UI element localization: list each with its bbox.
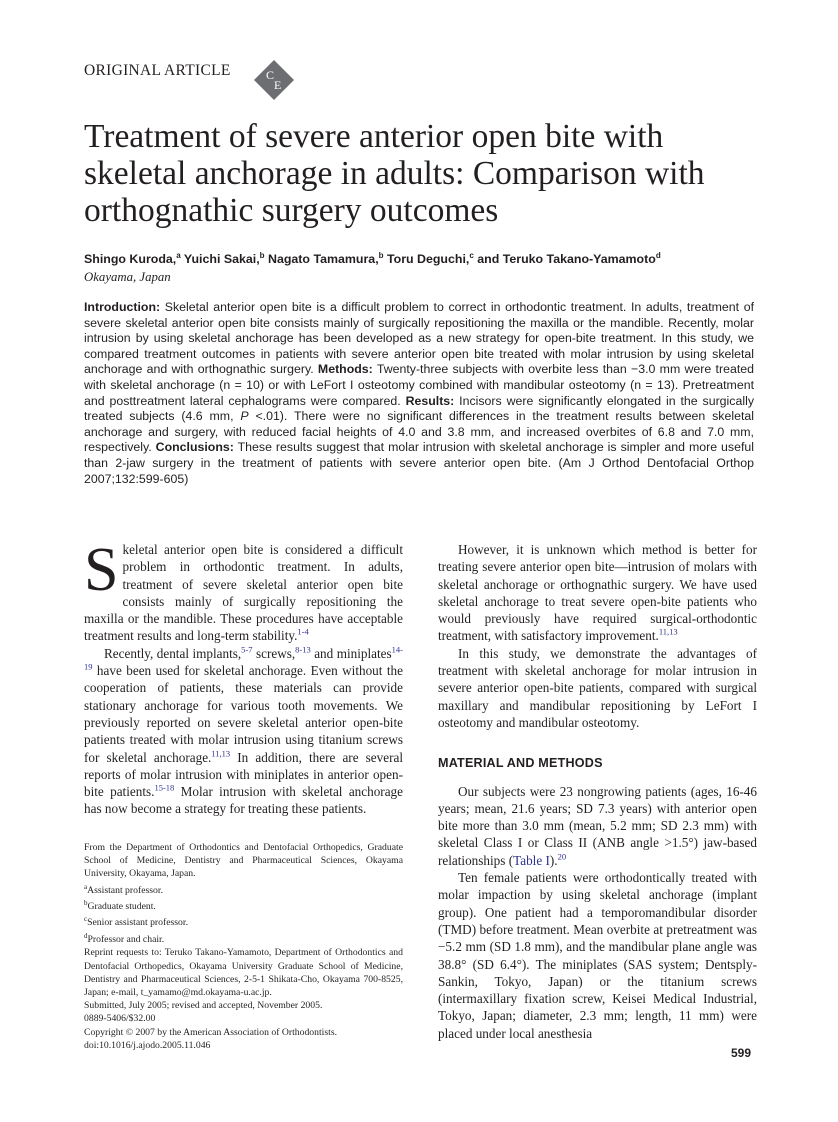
citation-link[interactable]: 1-4 bbox=[297, 627, 309, 638]
abstract-conclusions-label: Conclusions: bbox=[151, 440, 234, 455]
abstract-conclusions-text: These results suggest that molar intrusion with skeletal anchorage is simpler and more useful than 2-jaw surgery in the treatment of patients with severe anterior open bite. (Am J Orthod Dentofacial Orthop 2007;132:599-605) bbox=[84, 440, 754, 486]
section-heading: MATERIAL AND METHODS bbox=[438, 756, 603, 771]
author-name: and Teruko Takano-Yamamoto bbox=[473, 252, 656, 267]
citation-link[interactable]: 14-19 bbox=[84, 644, 403, 672]
author-name: Toru Deguchi, bbox=[383, 252, 470, 267]
body-column-left bbox=[84, 536, 404, 818]
affiliation-footnote bbox=[84, 841, 403, 1052]
article-type-label: ORIGINAL ARTICLE bbox=[84, 62, 231, 79]
author-affiliation-mark: a bbox=[176, 251, 181, 260]
intro-paragraph: Skeletal anterior open bite is considered a difficult problem in orthodontic treatment. In adults, treatment of severe skeletal anterior open bite consists mainly of surgically repositioning the maxilla or the mandible. These procedures have acceptable treatment results and long-term stability.$^{1-4}$ bbox=[84, 536, 403, 644]
affiliation-b: $^b$Graduate student. bbox=[84, 899, 156, 913]
submission-dates: Submitted, July 2005; revised and accepted, November 2005. bbox=[84, 1000, 323, 1012]
issn: 0889-5406/$32.00 bbox=[84, 1013, 156, 1025]
logo-letter-e: E bbox=[274, 78, 282, 92]
author-name: Shingo Kuroda, bbox=[84, 252, 177, 267]
affiliation-from: From the Department of Orthodontics and Dentofacial Orthopedics, Graduate School of Medicine, Dentistry and Pharmaceutical Sciences, Okayama University, Okayama, Japan. bbox=[84, 842, 403, 880]
abstract-results-label: Results: bbox=[400, 393, 455, 408]
citation-link[interactable]: 11,13 bbox=[658, 627, 678, 638]
author-name: Yuichi Sakai, bbox=[180, 252, 260, 267]
body-column-right bbox=[438, 541, 757, 1042]
logo-letter-c: C bbox=[266, 68, 275, 82]
citation-link[interactable]: 8-13 bbox=[295, 644, 311, 655]
doi: doi:10.1016/j.ajodo.2005.11.046 bbox=[84, 1039, 211, 1051]
abstract-intro-label: Introduction: bbox=[84, 300, 161, 314]
body-paragraph: Ten female patients were orthodontically treated with molar impaction by using skeletal anchorage (implant group). One patient had a temporomandibular disorder (TMD) before treatment. Mean overbite at pretreatment was −5.2 mm (SD 1.8 mm), and the mandibular plane angle was 38.8° (SD 6.4°). The miniplates (SAS system; Dentsply-Sankin, Tokyo, Japan) or the titanium screws (intermaxillary fixation screw, Keisei Medical Industrial, Tokyo, Japan; diameter, 2.3 mm; length, 11 mm) were placed under local anesthesia bbox=[438, 870, 757, 1041]
body-paragraph: Our subjects were 23 nongrowing patients (ages, 16-46 years; mean, 21.6 years; SD 7.3 years) with anterior open bite more than 3.0 mm (mean, 5.2 mm; SD 2.3 mm) with skeletal Class I or Class II (ANB angle >1.5°) jaw-based relationships (Table I).$^{20}$ bbox=[438, 783, 757, 868]
affiliation-d: $^d$Professor and chair. bbox=[84, 931, 165, 946]
author-list bbox=[84, 251, 764, 266]
abstract-results-text-2: <.01). There were no significant differences in the treatment results between skeletal anchorage and surgery, with reduced facial heights of 4.0 and 3.8 mm, and increased overbites of 6.8 and 7.0 mm, respectively. bbox=[84, 409, 754, 455]
abstract-intro-text: Skeletal anterior open bite is a difficult problem to correct in orthodontic treatment. In adults, treatment of severe skeletal anterior open bite consists mainly of surgically repositioning the maxilla or the mandible. Recently, molar intrusion by using skeletal anchorage has been developed as a new strategy for open-bite treatment. In this study, we compared treatment outcomes in patients with severe anterior open bite treated with molar intrusion by using skeletal anchorage and with orthognathic surgery. bbox=[84, 300, 754, 377]
author-affiliation-mark: c bbox=[469, 251, 474, 260]
citation-link[interactable]: 5-7 bbox=[241, 644, 253, 655]
body-paragraph: Recently, dental implants,$^{5-7}$ screws,$^{8-13}$ and miniplates$^{14-19}$ have been used for skeletal anchorage. Even without the cooperation of patients, these materials can provide stationary anchorage for various tooth movements. We previously reported on severe skeletal anterior open-bite patients treated with molar intrusion using titanium screws for skeletal anchorage.$^{11,13}$ In addition, there are several reports of molar intrusion with miniplates in anterior open-bite patients.$^{15-18}$ Molar intrusion with skeletal anchorage has now become a strategy for treating these patients. bbox=[84, 644, 404, 817]
author-affiliation-mark: b bbox=[259, 251, 265, 260]
abstract-results-text: Incisors were significantly elongated in the surgically treated subjects (4.6 mm, bbox=[84, 393, 754, 424]
abstract bbox=[84, 300, 754, 487]
body-paragraph: However, it is unknown which method is better for treating severe anterior open bite—intrusion of molars with skeletal anchorage or orthognathic surgery. We have used skeletal anchorage to treat severe open-bite patients who would previously have required surgical-orthodontic treatment, with satisfactory improvement.$^{11,13}$ bbox=[438, 542, 757, 644]
page-number: 599 bbox=[731, 1046, 752, 1060]
affiliation-c: $^c$Senior assistant professor. bbox=[84, 915, 189, 929]
body-paragraph: In this study, we demonstrate the advantages of treatment with skeletal anchorage for molar intrusion in severe anterior open-bite patients, compared with surgical maxillary and mandibular repositioning by LeFort I osteotomy and mandibular osteotomy. bbox=[438, 645, 757, 730]
article-title: Treatment of severe anterior open bite with skeletal anchorage in adults: Comparison with orthognathic surgery outcomes bbox=[84, 118, 705, 229]
table-reference-link[interactable]: Table I bbox=[513, 852, 550, 868]
author-name: Nagato Tamamura, bbox=[264, 252, 379, 267]
author-affiliation-mark: d bbox=[655, 251, 661, 260]
citation-link[interactable]: 11,13 bbox=[211, 748, 231, 759]
continuing-education-logo bbox=[253, 59, 295, 101]
author-location: Okayama, Japan bbox=[84, 270, 171, 284]
abstract-methods-text: Twenty-three subjects with overbite less than −3.0 mm were treated with skeletal anchorage (n = 10) or with LeFort I osteotomy combined with mandibular osteotomy (n = 13). Pretreatment and posttreatment lateral cephalograms were compared. bbox=[84, 362, 754, 408]
abstract-methods-label: Methods: bbox=[313, 362, 373, 377]
citation-link[interactable]: 15-18 bbox=[154, 782, 175, 793]
reprint-requests: Reprint requests to: Teruko Takano-Yamamoto, Department of Orthodontics and Dentofacial Orthopedics, Okayama University Graduate School of Medicine, Dentistry and Pharmaceutical Sciences, 2-5-1 Shikata-Cho, Okayama 700-8525, Japan; e-mail, t_yamamo@md.okayama-u.ac.jp. bbox=[84, 947, 403, 998]
copyright: Copyright © 2007 by the American Association of Orthodontists. bbox=[84, 1026, 338, 1038]
drop-cap: S bbox=[84, 536, 119, 604]
affiliation-a: $^a$Assistant professor. bbox=[84, 882, 163, 896]
author-affiliation-mark: b bbox=[378, 251, 384, 260]
abstract-p-symbol: P bbox=[240, 409, 249, 424]
citation-link[interactable]: 20 bbox=[557, 851, 567, 862]
